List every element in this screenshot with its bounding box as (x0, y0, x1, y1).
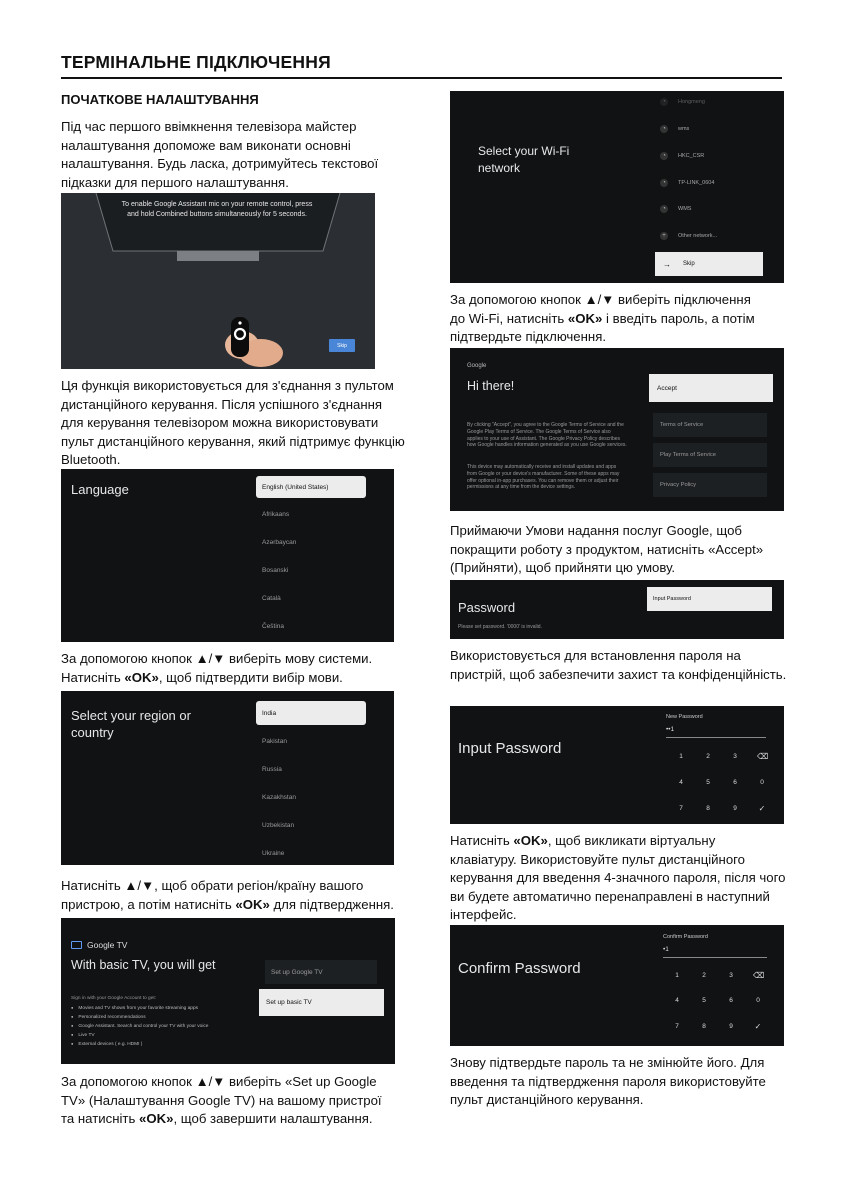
keypad-key[interactable]: 8 (706, 805, 710, 812)
wifi-text-part: до Wi-Fi, натисніть (450, 310, 568, 326)
language-text-part: Натисніть (61, 669, 125, 685)
input-password-button[interactable]: Input Password (647, 587, 772, 611)
tos-body-2: This device may automatically receive and install updates and apps from Google or your device's manufacturer. Some of these apps may offer optional in-app purchases. You can remove them or adjust their permissions at any time from the device settings. (467, 464, 620, 491)
wifi-network-name: TP-LINK_0604 (678, 180, 715, 186)
language-text-line1: За допомогою кнопок ▲/▼ виберіть мову системи. (61, 651, 373, 666)
region-option-selected[interactable]: India (256, 701, 366, 725)
google-tv-logo (71, 940, 127, 950)
wifi-skip-button[interactable] (655, 252, 763, 276)
google-tv-brand: Google TV (87, 940, 128, 950)
gtv-text-part: , щоб завершити налаштування. (173, 1111, 373, 1126)
language-option[interactable]: Čeština (262, 623, 285, 630)
wifi-heading: Select your Wi-Fi network (478, 144, 570, 175)
keypad-key[interactable]: 1 (679, 753, 683, 760)
language-option-selected[interactable]: English (United States) (256, 476, 366, 498)
checkmark-icon[interactable]: ✓ (758, 804, 766, 813)
wifi-icon: ◔ (660, 125, 668, 133)
password-note: Please set password. '0000' is invalid. (458, 624, 542, 630)
wifi-text-line: підтвердьте підключення. (450, 329, 607, 344)
region-option[interactable]: Pakistan (262, 738, 287, 745)
region-option[interactable]: Kazakhstan (262, 794, 296, 801)
region-text-part: для підтвердження. (269, 896, 394, 912)
wifi-network-row[interactable] (660, 152, 704, 160)
wifi-text-line: За допомогою кнопок ▲/▼ виберіть підключення (450, 292, 751, 307)
region-option[interactable]: Uzbekistan (262, 822, 295, 829)
wifi-icon: ◔ (660, 98, 668, 106)
terms-of-service-button[interactable]: Terms of Service (653, 413, 767, 437)
region-option[interactable]: Ukraine (262, 850, 285, 857)
region-text-part: пристрою, а потім натисніть (61, 896, 236, 912)
wifi-network-name: HKC_CSR (678, 153, 705, 159)
region-paragraph (61, 877, 421, 914)
ok-key-label: «OK» (139, 1111, 174, 1126)
keypad-key[interactable]: 1 (675, 972, 679, 979)
backspace-icon[interactable]: ⌫ (757, 752, 769, 761)
backspace-icon[interactable]: ⌫ (753, 971, 765, 980)
password-heading: Password (458, 600, 516, 615)
language-option[interactable]: Afrikaans (262, 511, 290, 518)
plus-icon: + (660, 232, 668, 240)
gtv-text-line: За допомогою кнопок ▲/▼ виберіть «Set up Google (61, 1074, 377, 1089)
keypad-key[interactable]: 5 (702, 997, 706, 1004)
google-tv-paragraph (61, 1073, 421, 1129)
ok-key-label: «OK» (513, 833, 548, 848)
region-option[interactable]: Russia (262, 766, 282, 773)
gtv-text-part: та натисніть (61, 1111, 140, 1126)
new-password-label: New Password (666, 714, 703, 720)
wifi-paragraph (450, 291, 795, 347)
new-password-field[interactable]: ••1 (666, 726, 766, 738)
tos-paragraph: Приймаючи Умови надання послуг Google, щоб покращити роботу з продуктом, натисніть «Accept» (Прийняти), щоб прийняти цю умову. (450, 523, 764, 575)
input-text-rest: клавіатуру. Використовуйте пульт дистанційного керування для введення 4-значного пароля, після чого ви будете автоматично перенаправлені в наступний інтерфейс. (450, 851, 786, 922)
setup-basic-tv-option[interactable]: Set up basic TV (259, 989, 384, 1016)
password-paragraph: Використовується для встановлення пароля на пристрій, щоб забезпечити захист та конфіденційність. (450, 648, 787, 682)
tos-body-1: By clicking "Accept", you agree to the Google Terms of Service and the Google Play Terms of Service. The Google Terms of Service also applies to your use of Assistant. The Google Privacy Policy describes how Google handles information generated as you use Google services. (467, 422, 627, 449)
wifi-network-row[interactable] (660, 98, 705, 106)
language-text-part: , щоб підтвердити вибір мови. (158, 669, 343, 685)
keypad-key[interactable]: 9 (733, 805, 737, 812)
privacy-policy-button[interactable]: Privacy Policy (653, 473, 767, 497)
keypad-key[interactable]: 9 (729, 1023, 733, 1030)
ok-key-label: «OK» (124, 669, 159, 685)
keypad-key[interactable]: 5 (706, 779, 710, 786)
input-text-part: Натисніть (450, 833, 514, 848)
keypad-key[interactable]: 7 (679, 805, 683, 812)
wifi-network-name: wms (678, 126, 690, 132)
terms-screen (450, 348, 784, 511)
keypad-key[interactable]: 4 (675, 997, 679, 1004)
tos-heading: Hi there! (467, 379, 515, 393)
wifi-network-name: Hongmeng (678, 99, 705, 105)
wifi-network-row[interactable] (660, 205, 691, 213)
confirm-password-paragraph: Знову підтвердьте пароль та не змінюйте його. Для введення та підтвердження пароля використовуйте пульт дистанційного керування. (450, 1055, 766, 1107)
confirm-password-heading: Confirm Password (458, 960, 581, 977)
wifi-icon: ◔ (660, 152, 668, 160)
wifi-network-name: WMS (678, 206, 692, 212)
intro-paragraph: Під час першого ввімкнення телевізора майстер налаштування допоможе вам виконати основні налаштування. Будь ласка, дотримуйтесь текстової підказки для першого налаштування. (61, 119, 379, 190)
google-tv-heading: With basic TV, you will get (71, 958, 216, 972)
confirm-password-field[interactable]: •1 (663, 946, 767, 958)
language-option[interactable]: Català (262, 595, 281, 602)
language-screen (61, 469, 394, 642)
language-paragraph (61, 650, 406, 687)
keypad-key[interactable]: 2 (702, 972, 706, 979)
input-text-part: , щоб викликати віртуальну (547, 833, 716, 848)
remote-paragraph: Ця функція використовується для з'єднання з пультом дистанційного керування. Після успішного з'єднання для керування телевізором можна використовувати пульт дистанційного керування, який підтримує функцію Bluetooth. (61, 378, 405, 467)
benefit-item: ● Movies and TV shows from your favorite streaming apps (71, 1005, 198, 1011)
skip-button[interactable]: Skip (329, 339, 355, 352)
play-terms-button[interactable]: Play Terms of Service (653, 443, 767, 467)
keypad-key[interactable]: 0 (760, 779, 764, 786)
benefit-item: ● Google Assistant. Search and control your TV with your voice (71, 1023, 208, 1029)
arrow-right-icon: → (663, 259, 671, 269)
wifi-icon: ◔ (660, 179, 668, 187)
region-heading: Select your region or country (71, 708, 191, 740)
input-password-heading: Input Password (458, 740, 562, 757)
title-divider (61, 77, 782, 79)
confirm-password-label: Confirm Password (663, 934, 708, 940)
input-password-paragraph (450, 832, 795, 925)
confirm-password-screen (450, 925, 784, 1046)
gtv-text-line: TV» (Налаштування Google TV) на вашому пристрої (61, 1092, 382, 1108)
benefit-item: ● Personalized recommendations (71, 1014, 146, 1020)
wifi-skip-label: Skip (683, 261, 695, 267)
input-password-screen (450, 706, 784, 824)
accept-button[interactable]: Accept (649, 374, 773, 402)
keypad-key[interactable]: 6 (733, 779, 737, 786)
language-option[interactable]: Azərbaycan (262, 539, 297, 546)
wifi-text-part: і введіть пароль, а потім (602, 310, 755, 326)
keypad-key[interactable]: 3 (733, 753, 737, 760)
keypad-key[interactable]: 3 (729, 972, 733, 979)
keypad-key[interactable]: 8 (702, 1023, 706, 1030)
language-option[interactable]: Bosanski (262, 567, 289, 574)
region-screen (61, 691, 394, 865)
keypad-key[interactable]: 4 (679, 779, 683, 786)
page-title: ТЕРМІНАЛЬНЕ ПІДКЛЮЧЕННЯ (61, 52, 331, 72)
wifi-network-row[interactable] (660, 179, 714, 187)
ok-key-label: «OK» (235, 896, 270, 912)
wifi-screen (450, 91, 784, 283)
wifi-network-row[interactable] (660, 232, 717, 240)
wifi-network-row[interactable] (660, 125, 689, 133)
section-title: ПОЧАТКОВЕ НАЛАШТУВАННЯ (61, 92, 259, 107)
keypad-key[interactable]: 6 (729, 997, 733, 1004)
tv-icon (71, 941, 82, 949)
region-text-line1: Натисніть ▲/▼, щоб обрати регіон/країну вашого (61, 878, 364, 893)
keypad-key[interactable]: 0 (756, 997, 760, 1004)
google-tv-screen (61, 918, 395, 1064)
wifi-icon: ◔ (660, 205, 668, 213)
password-screen (450, 580, 784, 639)
setup-google-tv-option[interactable]: Set up Google TV (265, 960, 377, 984)
benefit-item: ● Live TV (71, 1032, 95, 1038)
checkmark-icon[interactable]: ✓ (754, 1022, 762, 1031)
google-brand: Google (467, 363, 487, 369)
remote-prompt: To enable Google Assistant mic on your remote control, press and hold Combined buttons simultaneously for 5 seconds. (121, 201, 313, 218)
language-heading: Language (71, 482, 129, 497)
remote-pairing-screen (61, 193, 375, 369)
keypad-key[interactable]: 7 (675, 1023, 679, 1030)
ok-key-label: «OK» (567, 310, 603, 326)
google-tv-intro: Sign in with your Google Account to get: (71, 996, 157, 1001)
benefit-item: ● External devices ( e.g. HDMI ) (71, 1041, 142, 1047)
wifi-network-name: Other network... (678, 233, 718, 239)
keypad-key[interactable]: 2 (706, 753, 710, 760)
